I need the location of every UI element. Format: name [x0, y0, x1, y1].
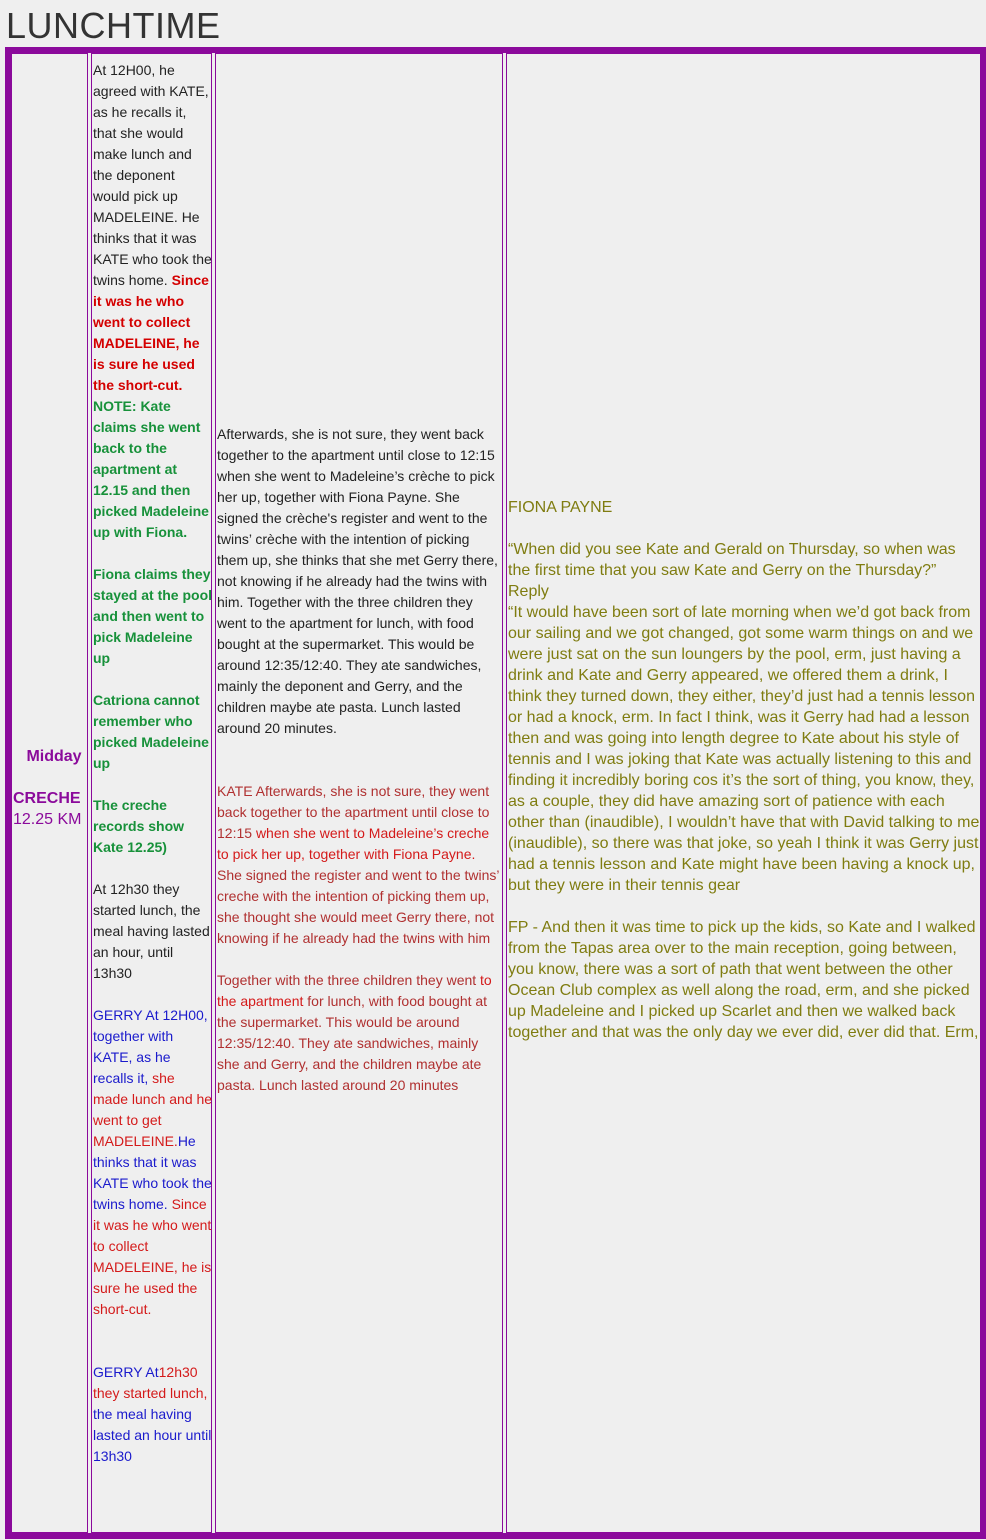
kate-statement-2 [217, 781, 501, 1096]
fiona-statement [508, 497, 980, 1043]
gerry-quote-2c: the meal having lasted an hour until 13h30 [93, 1406, 212, 1464]
note-creche-records: The creche records show Kate 12.25) [93, 797, 185, 855]
gerry-quote-2a: GERRY At [93, 1364, 159, 1380]
fiona-heading: FIONA PAYNE [508, 499, 613, 516]
midday-label: Midday [26, 748, 82, 765]
kate-text-b: when she went to Madeleine’s creche to pick her up, together with Fiona Payne. [217, 825, 490, 862]
kate-text-c: She signed the register and went to the twins’ creche with the intention of picking them up, she thought she would meet Gerry there, not knowing if he already had the twins with him [217, 867, 499, 946]
kate-text-d: Together with the three children they went [217, 972, 481, 988]
gerry-quote-1c: He thinks that it was KATE who took the twins home. [93, 1133, 212, 1212]
kate-text-a: KATE Afterwards, she is not sure, they went back together to the apartment until close to 12:15 [217, 783, 490, 841]
fiona-reply-label: Reply [508, 583, 549, 600]
gerry-text-1-highlight: Since it was he who went to collect MADELEINE, he is sure he used the short-cut. [93, 272, 209, 393]
kate-text-e: to the apartment [217, 972, 492, 1009]
creche-label: CRECHE [13, 790, 81, 807]
note-fiona: Fiona claims they stayed at the pool and then went to pick Madeleine up [93, 566, 213, 666]
fiona-question: “When did you see Kate and Gerald on Thursday, so when was the first time that you saw Kate and Gerry on the Thursday?” [508, 541, 956, 579]
page-title: LUNCHTIME [6, 5, 221, 46]
kate-statement-1: Afterwards, she is not sure, they went back together to the apartment until close to 12:15 when she went to Madeleine’s crèche to pick her up, together with Fiona Payne. She signed the crèche's register and went to the twins’ crèche with the intention of picking them up, she thinks that she met Gerry there, not knowing if he already had the twins with him. Together with the three children they went to the apartment for lunch, with food bought at the supermarket. This would be around 12:35/12:40. They ate sandwiches, mainly the deponent and Gerry, and the children maybe ate pasta. Lunch lasted around 20 minutes. [217, 426, 498, 736]
gerry-quote-1b: she made lunch and he went to get MADELEINE. [93, 1070, 213, 1149]
gerry-text-1: At 12H00, he agreed with KATE, as he recalls it, that she would make lunch and the deponent would pick up MADELEINE. He thinks that it was KATE who took the twins home. [93, 62, 212, 288]
gerry-quote-1d: Since it was he who went to collect MADELEINE, he is sure he used the short-cut. [93, 1196, 212, 1317]
note-catriona: Catriona cannot remember who picked Madeleine up [93, 692, 209, 771]
gerry-text-2: At 12h30 they started lunch, the meal having lasted an hour, until 13h30 [93, 881, 210, 981]
note-kate: NOTE: Kate claims she went back to the apartment at 12.15 and then picked Madeleine up with Fiona. [93, 398, 209, 540]
distance-label: 12.25 KM [13, 811, 82, 828]
gerry-quote-1a: GERRY At 12H00, together with KATE, as he recalls it, [93, 1007, 208, 1086]
gerry-quote-2b: 12h30 they started lunch, [93, 1364, 208, 1401]
time-label [11, 746, 91, 830]
gerry-statement [93, 60, 213, 1467]
fiona-fp-text: FP - And then it was time to pick up the kids, so Kate and I walked from the Tapas area over to the main reception, going between, you know, there was a sort of path that went between the other Ocean Club complex as well along the road, erm, and she picked up Madeleine and I picked up Scarlet and then we walked back together and that was the only day we ever did, ever did that. Erm, [508, 919, 979, 1041]
kate-text-f: for lunch, with food bought at the supermarket. This would be around 12:35/12:40. They ate sandwiches, mainly she and Gerry, and the children maybe ate pasta. Lunch lasted around 20 minutes [217, 993, 488, 1093]
lunchtime-table [5, 47, 986, 1539]
fiona-answer: “It would have been sort of late morning when we’d got back from our sailing and we got changed, got some warm things on and we were just sat on the sun loungers by the pool, erm, just having a drink and Kate and Gerry appeared, we offered them a drink, I think they turned down, they either, they’d just had a tennis lesson or had a knock, erm. In fact I think, was it Gerry had had a lesson then and was going into length degree to Kate about his style of tennis and I was joking that Kate was actually listening to this and finding it incredibly boring cos it’s the sort of thing, you know, they, as a couple, they did have amazing sort of patience with each other than (inaudible), I wouldn’t have that with David talking to me (inaudible), so there was that joke, so yeah I think it was Gerry just had a tennis lesson and Kate might have been having a knock up, but they were in their tennis gear [508, 604, 980, 894]
